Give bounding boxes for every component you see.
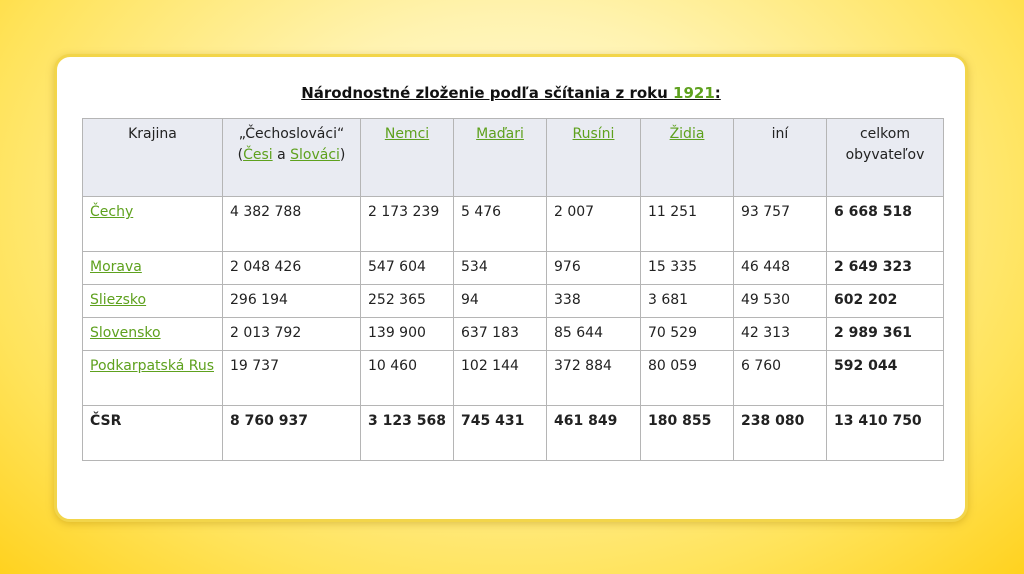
table-cell: 296 194: [223, 285, 361, 318]
table-cell: 19 737: [223, 351, 361, 406]
region-cell: [83, 318, 223, 351]
table-cell: 2 007: [547, 197, 641, 252]
total-cell: 2 989 361: [827, 318, 944, 351]
table-cell: 8 760 937: [223, 406, 361, 461]
region-cell: [83, 351, 223, 406]
table-cell: 2 048 426: [223, 252, 361, 285]
col-header-ini: iní: [734, 119, 827, 197]
table-cell: 3 123 568: [361, 406, 454, 461]
paren-close: ): [339, 147, 346, 163]
table-row: [83, 285, 944, 318]
table-cell: 46 448: [734, 252, 827, 285]
title-text: Národnostné zloženie podľa sčítania z roku: [301, 84, 674, 102]
table-cell: 534: [454, 252, 547, 285]
region-cell: [83, 252, 223, 285]
table-cell: 94: [454, 285, 547, 318]
header-row: [83, 119, 944, 197]
table-cell: 11 251: [641, 197, 734, 252]
conjunction-a: a: [272, 147, 291, 163]
table-cell: 2 173 239: [361, 197, 454, 252]
region-link[interactable]: Morava: [90, 259, 142, 275]
cesi-link[interactable]: Česi: [243, 147, 273, 163]
region-cell: [83, 197, 223, 252]
table-cell: 49 530: [734, 285, 827, 318]
table-cell: 85 644: [547, 318, 641, 351]
census-table: [82, 118, 944, 461]
table-cell: 93 757: [734, 197, 827, 252]
col-header-rusini: [547, 119, 641, 197]
celkom-line1: celkom: [859, 126, 910, 142]
table-cell: 10 460: [361, 351, 454, 406]
table-cell: 637 183: [454, 318, 547, 351]
madari-link[interactable]: Maďari: [476, 126, 524, 142]
region-link[interactable]: Čechy: [90, 204, 134, 220]
total-cell: 13 410 750: [827, 406, 944, 461]
table-cell: 70 529: [641, 318, 734, 351]
year-link[interactable]: 1921: [673, 84, 715, 102]
slide-title: [57, 84, 965, 102]
region-link[interactable]: Slovensko: [90, 325, 161, 341]
region-link[interactable]: Sliezsko: [90, 292, 147, 308]
col-header-cechoslovaci: [223, 119, 361, 197]
total-cell: 592 044: [827, 351, 944, 406]
table-row: [83, 318, 944, 351]
table-cell: 976: [547, 252, 641, 285]
table-cell: 6 760: [734, 351, 827, 406]
table-cell: 547 604: [361, 252, 454, 285]
total-cell: 2 649 323: [827, 252, 944, 285]
region-link[interactable]: Podkarpatská Rus: [90, 358, 214, 374]
rusini-link[interactable]: Rusíni: [572, 126, 615, 142]
table-cell: 5 476: [454, 197, 547, 252]
nemci-link[interactable]: Nemci: [384, 126, 430, 142]
col-header-madari: [454, 119, 547, 197]
total-cell: 6 668 518: [827, 197, 944, 252]
table-cell: 3 681: [641, 285, 734, 318]
slide-card: [54, 54, 968, 522]
table-cell: 102 144: [454, 351, 547, 406]
col-header-zidia: [641, 119, 734, 197]
table-cell: 180 855: [641, 406, 734, 461]
title-suffix: :: [714, 84, 721, 102]
cechoslovaci-label: „Čechoslováci“: [238, 126, 345, 142]
table-cell: 238 080: [734, 406, 827, 461]
col-header-krajina: Krajina: [83, 119, 223, 197]
table-cell: 252 365: [361, 285, 454, 318]
table-cell: 461 849: [547, 406, 641, 461]
zidia-link[interactable]: Židia: [669, 126, 705, 142]
table-cell: 2 013 792: [223, 318, 361, 351]
table-cell: 42 313: [734, 318, 827, 351]
total-region-cell: ČSR: [83, 406, 223, 461]
table-cell: 372 884: [547, 351, 641, 406]
table-cell: 338: [547, 285, 641, 318]
table-cell: 4 382 788: [223, 197, 361, 252]
col-header-celkom: [827, 119, 944, 197]
total-row: [83, 406, 944, 461]
paren-open: (: [237, 147, 244, 163]
slovaci-link[interactable]: Slováci: [290, 147, 340, 163]
total-cell: 602 202: [827, 285, 944, 318]
region-cell: [83, 285, 223, 318]
col-header-nemci: [361, 119, 454, 197]
table-row: [83, 197, 944, 252]
table-row: [83, 351, 944, 406]
table-cell: 139 900: [361, 318, 454, 351]
table-row: [83, 252, 944, 285]
table-cell: 80 059: [641, 351, 734, 406]
table-cell: 15 335: [641, 252, 734, 285]
celkom-line2: obyvateľov: [845, 147, 925, 163]
table-cell: 745 431: [454, 406, 547, 461]
